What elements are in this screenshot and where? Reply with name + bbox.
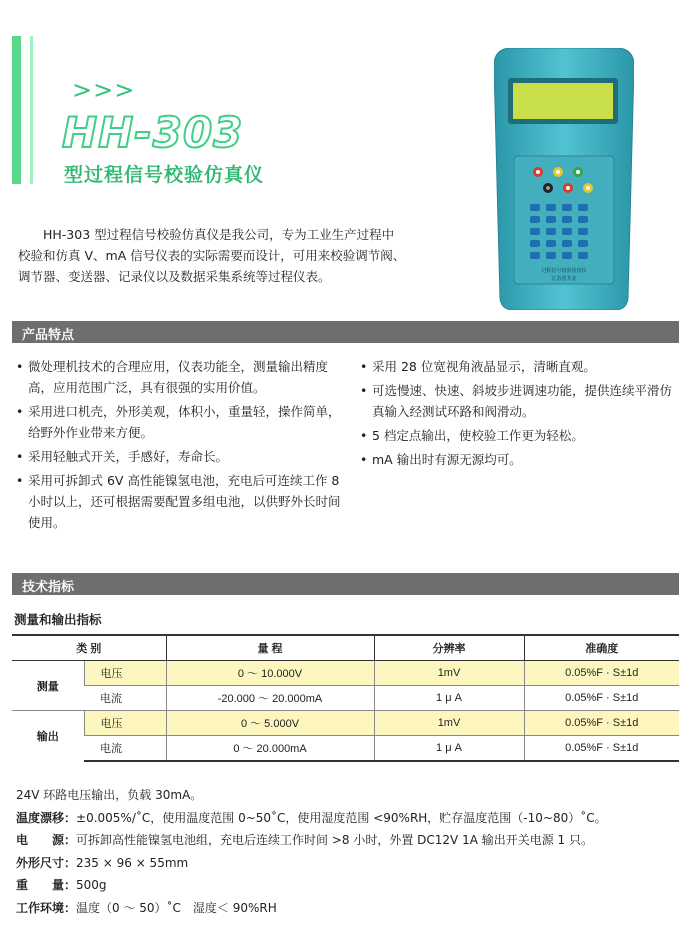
- device-label-line2: 江苏省共安: [551, 276, 577, 282]
- row-resolution: 1mV: [374, 661, 524, 686]
- row-range: -20.000 ～ 20.000mA: [166, 686, 374, 711]
- specs-section-header: [12, 573, 679, 595]
- note-text: 可拆卸高性能镍氢电池组，充电后连续工作时间 >8 小时，外置 DC12V 1A 输出开关电源 1 只。: [76, 833, 593, 847]
- device-label-line1: 过程信号校验仿真仪: [541, 268, 587, 274]
- row-resolution: 1 μ A: [374, 686, 524, 711]
- specs-title: 技术指标: [22, 580, 75, 595]
- decorative-green-bar: [12, 36, 21, 184]
- header-resolution: 分辨率: [374, 635, 524, 661]
- row-type: 电流: [84, 686, 166, 711]
- features-title: 产品特点: [22, 328, 75, 343]
- row-type: 电压: [84, 661, 166, 686]
- row-range: 0 ～ 10.000V: [166, 661, 374, 686]
- table-row: [12, 711, 679, 736]
- row-resolution: 1mV: [374, 711, 524, 736]
- row-accuracy: 0.05%F · S±1d: [524, 686, 679, 711]
- group-name: 测量: [12, 661, 84, 711]
- note-text: 500g: [76, 878, 107, 892]
- decorative-green-bar-thin: [30, 36, 33, 184]
- row-accuracy: 0.05%F · S±1d: [524, 711, 679, 736]
- table-header-row: [12, 635, 679, 661]
- intro-paragraph: [18, 224, 438, 287]
- chevron-decoration: >>>: [72, 76, 136, 104]
- feature-item: • 采用进口机壳，外形美观，体积小，重量轻，操作简单，给野外作业带来方便。: [16, 401, 346, 443]
- row-type: 电流: [84, 736, 166, 762]
- feature-item: • 5 档定点输出，使校验工作更为轻松。: [360, 425, 680, 446]
- row-range: 0 ～ 20.000mA: [166, 736, 374, 762]
- note-text: 温度（0 ～ 50）˚C 湿度＜ 90%RH: [76, 900, 277, 915]
- product-subtitle: 型过程信号校验仿真仪: [64, 164, 265, 186]
- note-text: ±0.005%/˚C，使用温度范围 0~50˚C，使用湿度范围 <90%RH，贮存温度范围（-10~80）˚C。: [76, 810, 607, 825]
- note-label: 温度漂移：: [16, 810, 77, 825]
- feature-item: • mA 输出时有源无源均可。: [360, 449, 680, 470]
- feature-item: • 微处理机技术的合理应用，仪表功能全，测量输出精度高，应用范围广泛，具有很强的实用价值。: [16, 356, 346, 398]
- feature-item: • 可选慢速、快速、斜坡步进调速功能，提供连续平滑仿真输入经测试环路和阀滑动。: [360, 380, 680, 422]
- header-accuracy: 准确度: [524, 635, 679, 661]
- row-accuracy: 0.05%F · S±1d: [524, 661, 679, 686]
- table-row: [12, 736, 679, 762]
- note-line: [16, 784, 686, 807]
- features-list-right: [360, 356, 680, 473]
- note-line: [16, 807, 686, 830]
- intro-line: HH-303 型过程信号校验仿真仪是我公司，专为工业生产过程中: [18, 227, 395, 242]
- header-category: 类 别: [12, 635, 166, 661]
- spec-table: [12, 634, 679, 762]
- features-section-header: [12, 321, 679, 343]
- row-range: 0 ～ 5.000V: [166, 711, 374, 736]
- intro-line: 调节器、变送器、记录仪以及数据采集系统等过程仪表。: [18, 269, 331, 284]
- table-row: [12, 686, 679, 711]
- group-name: 输出: [12, 711, 84, 762]
- note-label: 重 量：: [16, 878, 77, 892]
- feature-item: • 采用轻触式开关，手感好，寿命长。: [16, 446, 346, 467]
- features-list-left: [16, 356, 346, 536]
- feature-item: • 采用可拆卸式 6V 高性能镍氢电池，充电后可连续工作 8 小时以上，还可根据需要配置多组电池，以供野外长时间使用。: [16, 470, 346, 533]
- note-line: [16, 829, 686, 852]
- header-range: 量 程: [166, 635, 374, 661]
- note-label: 电 源：: [16, 833, 77, 847]
- row-type: 电压: [84, 711, 166, 736]
- intro-line: 校验和仿真 V、mA 信号仪表的实际需要而设计，可用来校验调节阀、: [18, 248, 406, 263]
- note-label: 工作环境：: [16, 900, 77, 915]
- row-resolution: 1 μ A: [374, 736, 524, 762]
- spec-notes: [16, 784, 686, 919]
- note-line: [16, 852, 686, 875]
- model-title: HH-303: [62, 108, 244, 157]
- device-image: [494, 48, 634, 310]
- row-accuracy: 0.05%F · S±1d: [524, 736, 679, 762]
- table-title: 测量和输出指标: [14, 612, 102, 627]
- note-text: 235 × 96 × 55mm: [76, 855, 189, 870]
- note-line: [16, 874, 686, 897]
- note-line: [16, 897, 686, 920]
- feature-item: • 采用 28 位宽视角液晶显示，清晰直观。: [360, 356, 680, 377]
- note-text: 24V 环路电压输出，负载 30mA。: [16, 788, 203, 802]
- table-row: [12, 661, 679, 686]
- note-label: 外形尺寸：: [16, 855, 77, 870]
